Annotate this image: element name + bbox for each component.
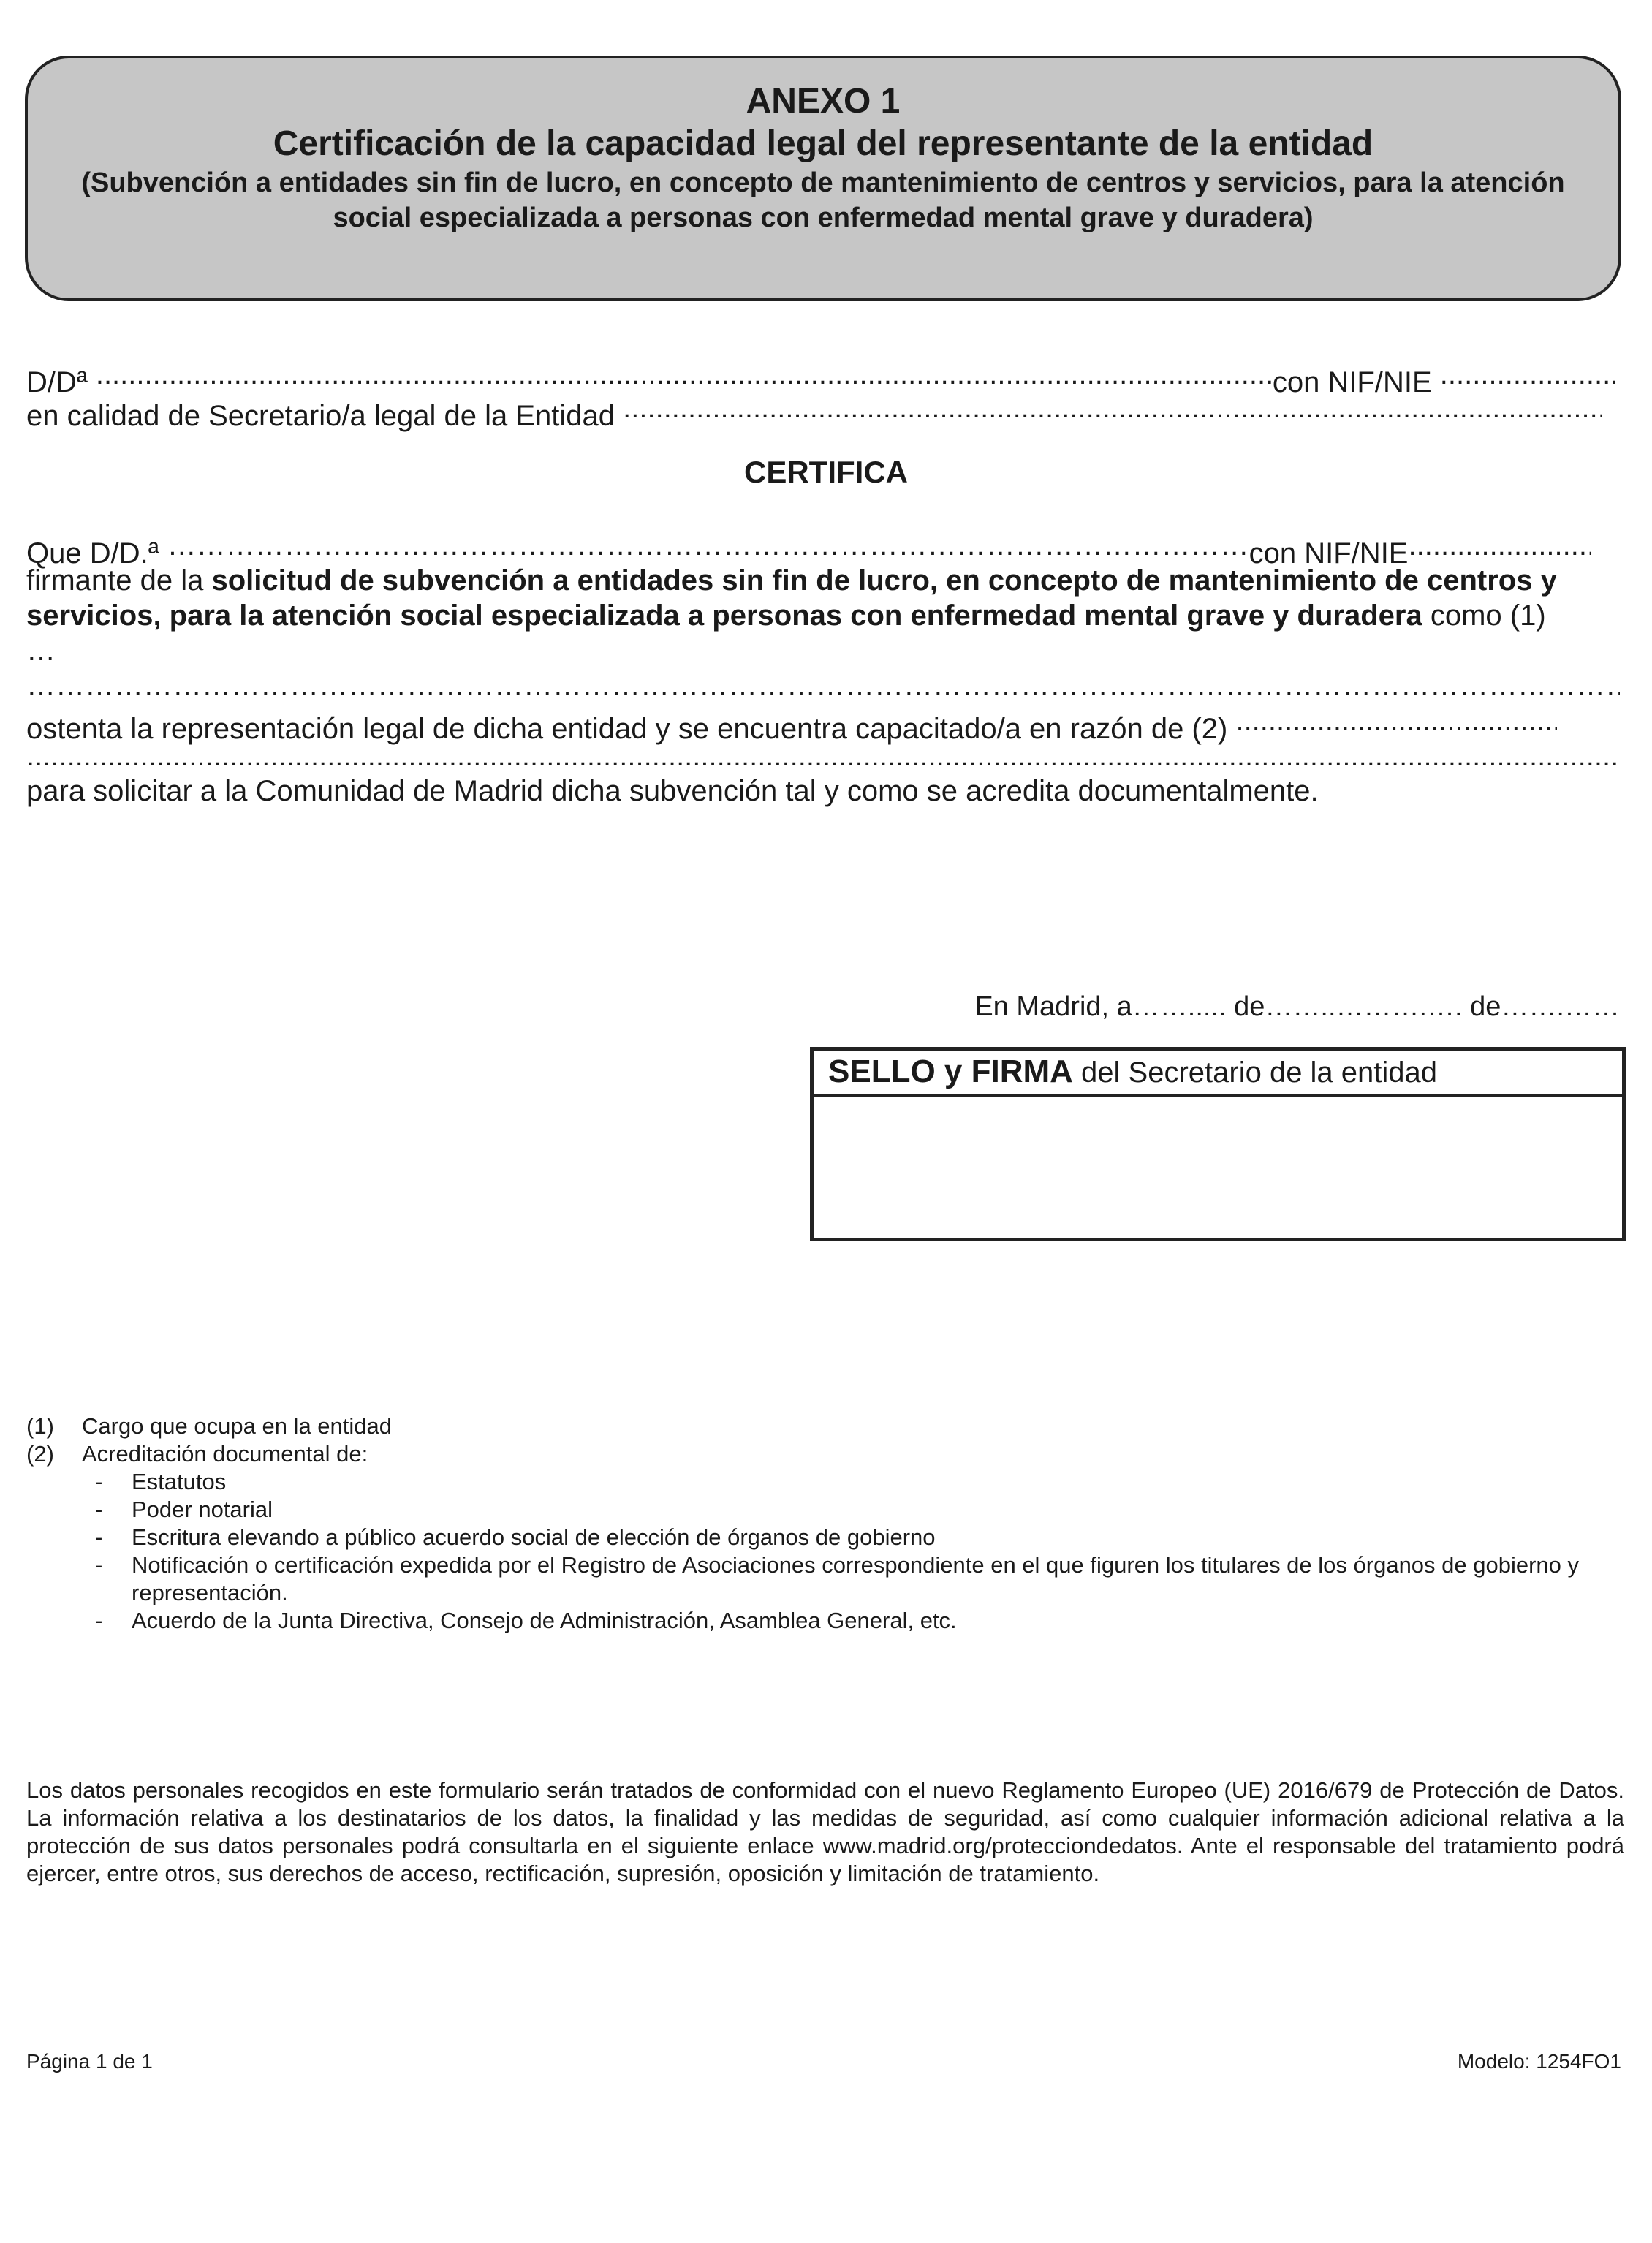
representative-label: Que D/D.ª [26,537,159,570]
signer-paragraph [26,563,1626,668]
signature-box[interactable] [810,1047,1626,1241]
signer-bold-text: solicitud de subvención a entidades sin fin de lucro, en concepto de mantenimiento de centros y servicios, para la atención social especializada a personas con enfermedad mental grave y duradera [26,564,1557,632]
name-field[interactable] [96,357,1273,392]
signature-label: del Secretario de la entidad [1081,1056,1438,1089]
entity-label: en calidad de Secretario/a legal de la Entidad [26,400,615,432]
header-box [25,56,1621,301]
footnote-text: Cargo que ocupa en la entidad [82,1413,392,1439]
list-item-text: Poder notarial [132,1497,273,1522]
footnote-1 [26,1412,1627,1440]
footnotes [26,1412,1627,1635]
signer-suffix: como (1) [1430,599,1546,632]
list-item-text: Acuerdo de la Junta Directiva, Consejo de Administración, Asamblea General, etc. [132,1608,957,1633]
representative-nif-field[interactable] [1409,528,1591,563]
list-item: - Estatutos [95,1469,227,1494]
position-field[interactable] [26,668,1620,703]
nif-field[interactable] [1440,357,1615,392]
list-item: - Acuerdo de la Junta Directiva, Consejo de Administración, Asamblea General, etc. [95,1608,957,1633]
date-line[interactable]: En Madrid, a……..... de……..……….…. de…….…… [974,991,1620,1022]
document-title: Certificación de la capacidad legal del representante de la entidad [273,124,1373,163]
document-subtitle: (Subvención a entidades sin fin de lucro, en concepto de mantenimiento de centros y servicios, para la atención social especializada a personas con enfermedad mental grave y duradera) [81,167,1565,233]
signature-header [814,1051,1622,1097]
reason-field[interactable] [1235,703,1557,738]
list-item-text: Estatutos [132,1469,227,1494]
list-item: - Escritura elevando a público acuerdo social de elección de órganos de gobierno [95,1524,936,1550]
closing-text: para solicitar a la Comunidad de Madrid dicha subvención tal y como se acredita documentalmente. [26,775,1319,807]
privacy-notice: Los datos personales recogidos en este formulario serán tratados de conformidad con el nuevo Reglamento Europeo (UE) 2016/679 de Protección de Datos. La información relativa a los destinatarios de los datos, la finalidad y las medidas de seguridad, así como cualquier información adicional relativa a la protección de sus datos personales podrá consultarla en el siguiente enlace www.madrid.org/protecciondedatos. Ante el responsable del tratamiento podrá ejercer, entre otros, sus derechos de acceso, rectificación, supresión, oposición y limitación de tratamiento. [26,1777,1624,1886]
list-item-text: Escritura elevando a público acuerdo social de elección de órganos de gobierno [132,1524,936,1550]
ellipsis-text: … [26,635,56,667]
footnote-number: (2) [26,1441,54,1467]
closing-line [26,773,1626,809]
name-label: D/Dª [26,366,88,398]
page-number: Página 1 de 1 [26,2050,153,2073]
list-item-text: Notificación o certificación expedida por el Registro de Asociaciones correspondiente en el que figuren los titulares de los órganos de gobierno y representación. [132,1552,1580,1605]
footnote-2 [26,1440,1627,1468]
representative-nif-label: con NIF/NIE [1249,537,1409,570]
footnote-number: (1) [26,1413,54,1439]
list-item: - Poder notarial [95,1497,273,1522]
signature-bold-label: SELLO y FIRMA [828,1054,1073,1089]
entity-field[interactable] [623,390,1602,425]
footnote-text: Acreditación documental de: [82,1441,368,1467]
model-code: Modelo: 1254FO1 [1457,2050,1621,2073]
reason-field-continued[interactable] [26,738,1620,773]
entity-line [26,390,1626,434]
nif-label: con NIF/NIE [1272,366,1432,398]
signer-prefix: firmante de la [26,564,204,597]
certifica-heading: CERTIFICA [744,455,908,489]
annex-label: ANEXO 1 [746,82,901,121]
representation-text: ostenta la representación legal de dicha entidad y se encuentra capacitado/a en razón de (2) [26,713,1228,745]
representative-name-field[interactable] [167,528,1249,563]
list-item: - Notificación o certificación expedida por el Registro de Asociaciones correspondiente en el que figuren los titulares de los órganos de gobierno y representación. [26,1551,1627,1607]
